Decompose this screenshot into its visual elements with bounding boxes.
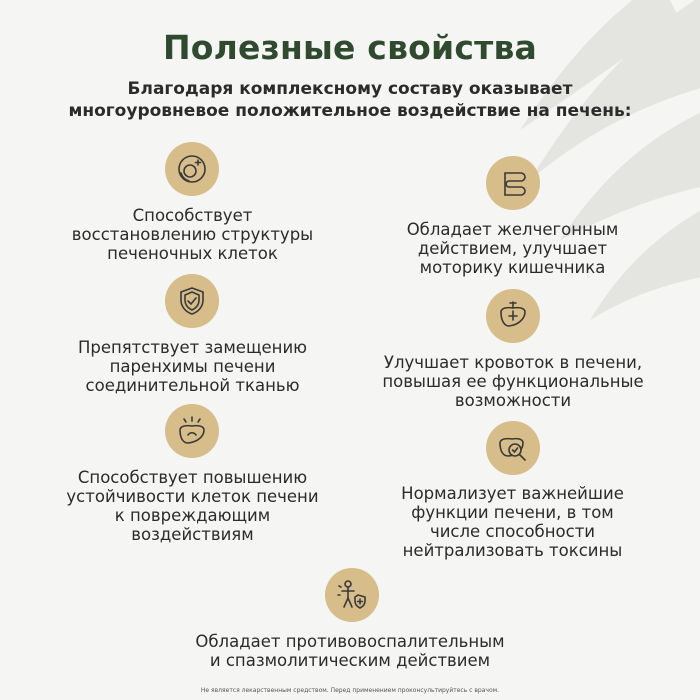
page-subtitle: Благодаря комплексному составу оказывает многоуровневое положительное воздействие на печень: [68, 79, 632, 121]
feature-icon-1 [165, 142, 219, 196]
feature-icon-3 [165, 274, 219, 328]
feature-icon-7 [325, 568, 379, 622]
feature-text-4: Улучшает кровоток в печени, повышая ее функциональные возможности [382, 353, 644, 410]
feature-text-5: Способствует повышению устойчивости клеток печени к повреждающим воздействиям [66, 468, 319, 544]
feature-icon-6 [486, 421, 540, 475]
feature-text-7: Обладает противовоспалительным и спазмолитическим действием [195, 632, 505, 670]
intestine-icon [495, 165, 531, 201]
feature-text-1: Способствует восстановлению структуры печеночных клеток [71, 206, 314, 263]
anti-inflammatory-icon [334, 577, 370, 613]
disclaimer: Не является лекарственным средством. Перед применением проконсультируйтесь с врачом. [200, 687, 500, 694]
feature-text-3: Препятствует замещению паренхимы печени соединительной тканью [77, 338, 308, 395]
page-title: Полезные свойства [162, 28, 537, 67]
liver-magnifier-icon [495, 430, 531, 466]
feature-icon-2 [486, 156, 540, 210]
feature-text-2: Обладает желчегонным действием, улучшает моторику кишечника [406, 220, 619, 277]
feature-icon-5 [165, 404, 219, 458]
liver-blood-flow-icon [495, 298, 531, 334]
feature-icon-4 [486, 289, 540, 343]
feature-text-6: Нормализует важнейшие функции печени, в том числе способности нейтрализовать токсины [401, 484, 624, 560]
shield-check-icon [174, 283, 210, 319]
liver-protection-icon [174, 413, 210, 449]
cell-regeneration-icon [174, 151, 210, 187]
